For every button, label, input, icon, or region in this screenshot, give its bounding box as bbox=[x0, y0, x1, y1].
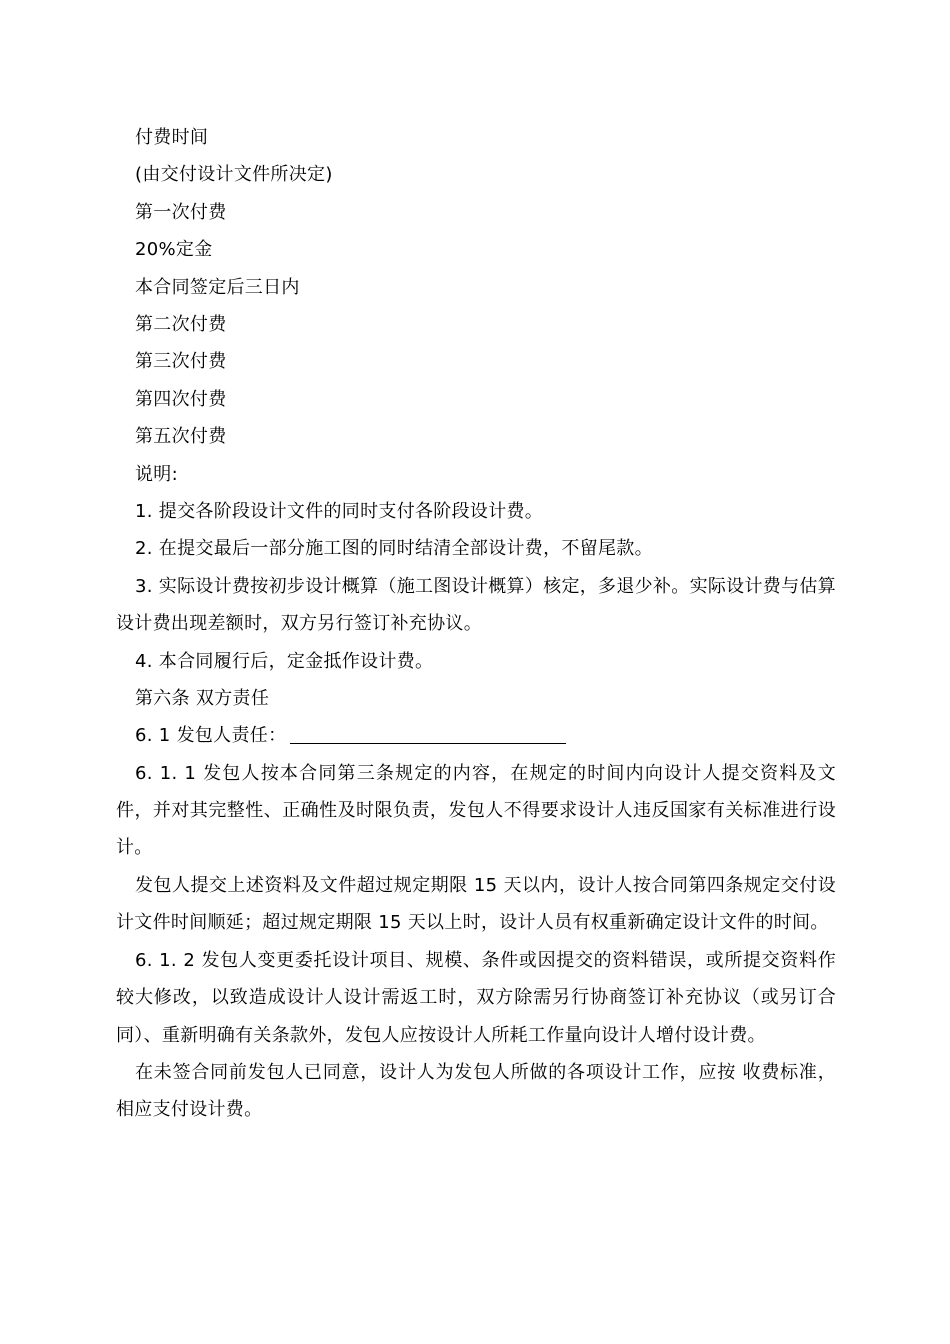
article-6-heading: 第六条 双方责任 bbox=[135, 687, 270, 709]
payment-time-note: (由交付设计文件所决定) bbox=[135, 164, 333, 186]
note-3: 3. 实际设计费按初步设计概算（施工图设计概算）核定，多退少补。实际设计费与估算设计费出现差额时，双方另行签订补充协议。 bbox=[116, 575, 836, 635]
clause-6-1-2-continued: 在未签合同前发包人已同意，设计人为发包人所做的各项设计工作，应按 收费标准，相应支付设计费。 bbox=[116, 1061, 836, 1121]
payment-time-heading: 付费时间 bbox=[135, 127, 209, 148]
fifth-payment: 第五次付费 bbox=[135, 426, 227, 448]
fill-in-blank bbox=[290, 725, 566, 744]
clause-6-1-line bbox=[116, 717, 836, 754]
note-1: 1. 提交各阶段设计文件的同时支付各阶段设计费。 bbox=[135, 500, 544, 522]
clause-6-1-label: 6. 1 发包人责任： bbox=[135, 725, 287, 747]
deposit-deadline: 本合同签定后三日内 bbox=[135, 276, 300, 298]
notes-heading: 说明: bbox=[135, 463, 178, 485]
clause-6-1-2: 6. 1. 2 发包人变更委托设计项目、规模、条件或因提交的资料错误，或所提交资料作较大修改，以致造成设计人设计需返工时，双方除需另行协商签订补充协议（或另订合同）、重新明确有关条款外，发包人应按设计人所耗工作量向设计人增付设计费。 bbox=[116, 949, 836, 1046]
deposit-percent: 20%定金 bbox=[135, 239, 213, 261]
note-4: 4. 本合同履行后，定金抵作设计费。 bbox=[135, 650, 434, 672]
first-payment: 第一次付费 bbox=[135, 201, 227, 223]
document-body bbox=[116, 119, 836, 1129]
second-payment: 第二次付费 bbox=[135, 313, 227, 335]
note-2: 2. 在提交最后一部分施工图的同时结清全部设计费，不留尾款。 bbox=[135, 538, 653, 560]
clause-6-1-1-continued: 发包人提交上述资料及文件超过规定期限 15 天以内，设计人按合同第四条规定交付设计文件时间顺延；超过规定期限 15 天以上时，设计人员有权重新确定设计文件的时间。 bbox=[116, 874, 836, 934]
third-payment: 第三次付费 bbox=[135, 351, 227, 373]
fourth-payment: 第四次付费 bbox=[135, 388, 227, 410]
clause-6-1-1: 6. 1. 1 发包人按本合同第三条规定的内容，在规定的时间内向设计人提交资料及文件，并对其完整性、正确性及时限负责，发包人不得要求设计人违反国家有关标准进行设计。 bbox=[116, 762, 836, 859]
